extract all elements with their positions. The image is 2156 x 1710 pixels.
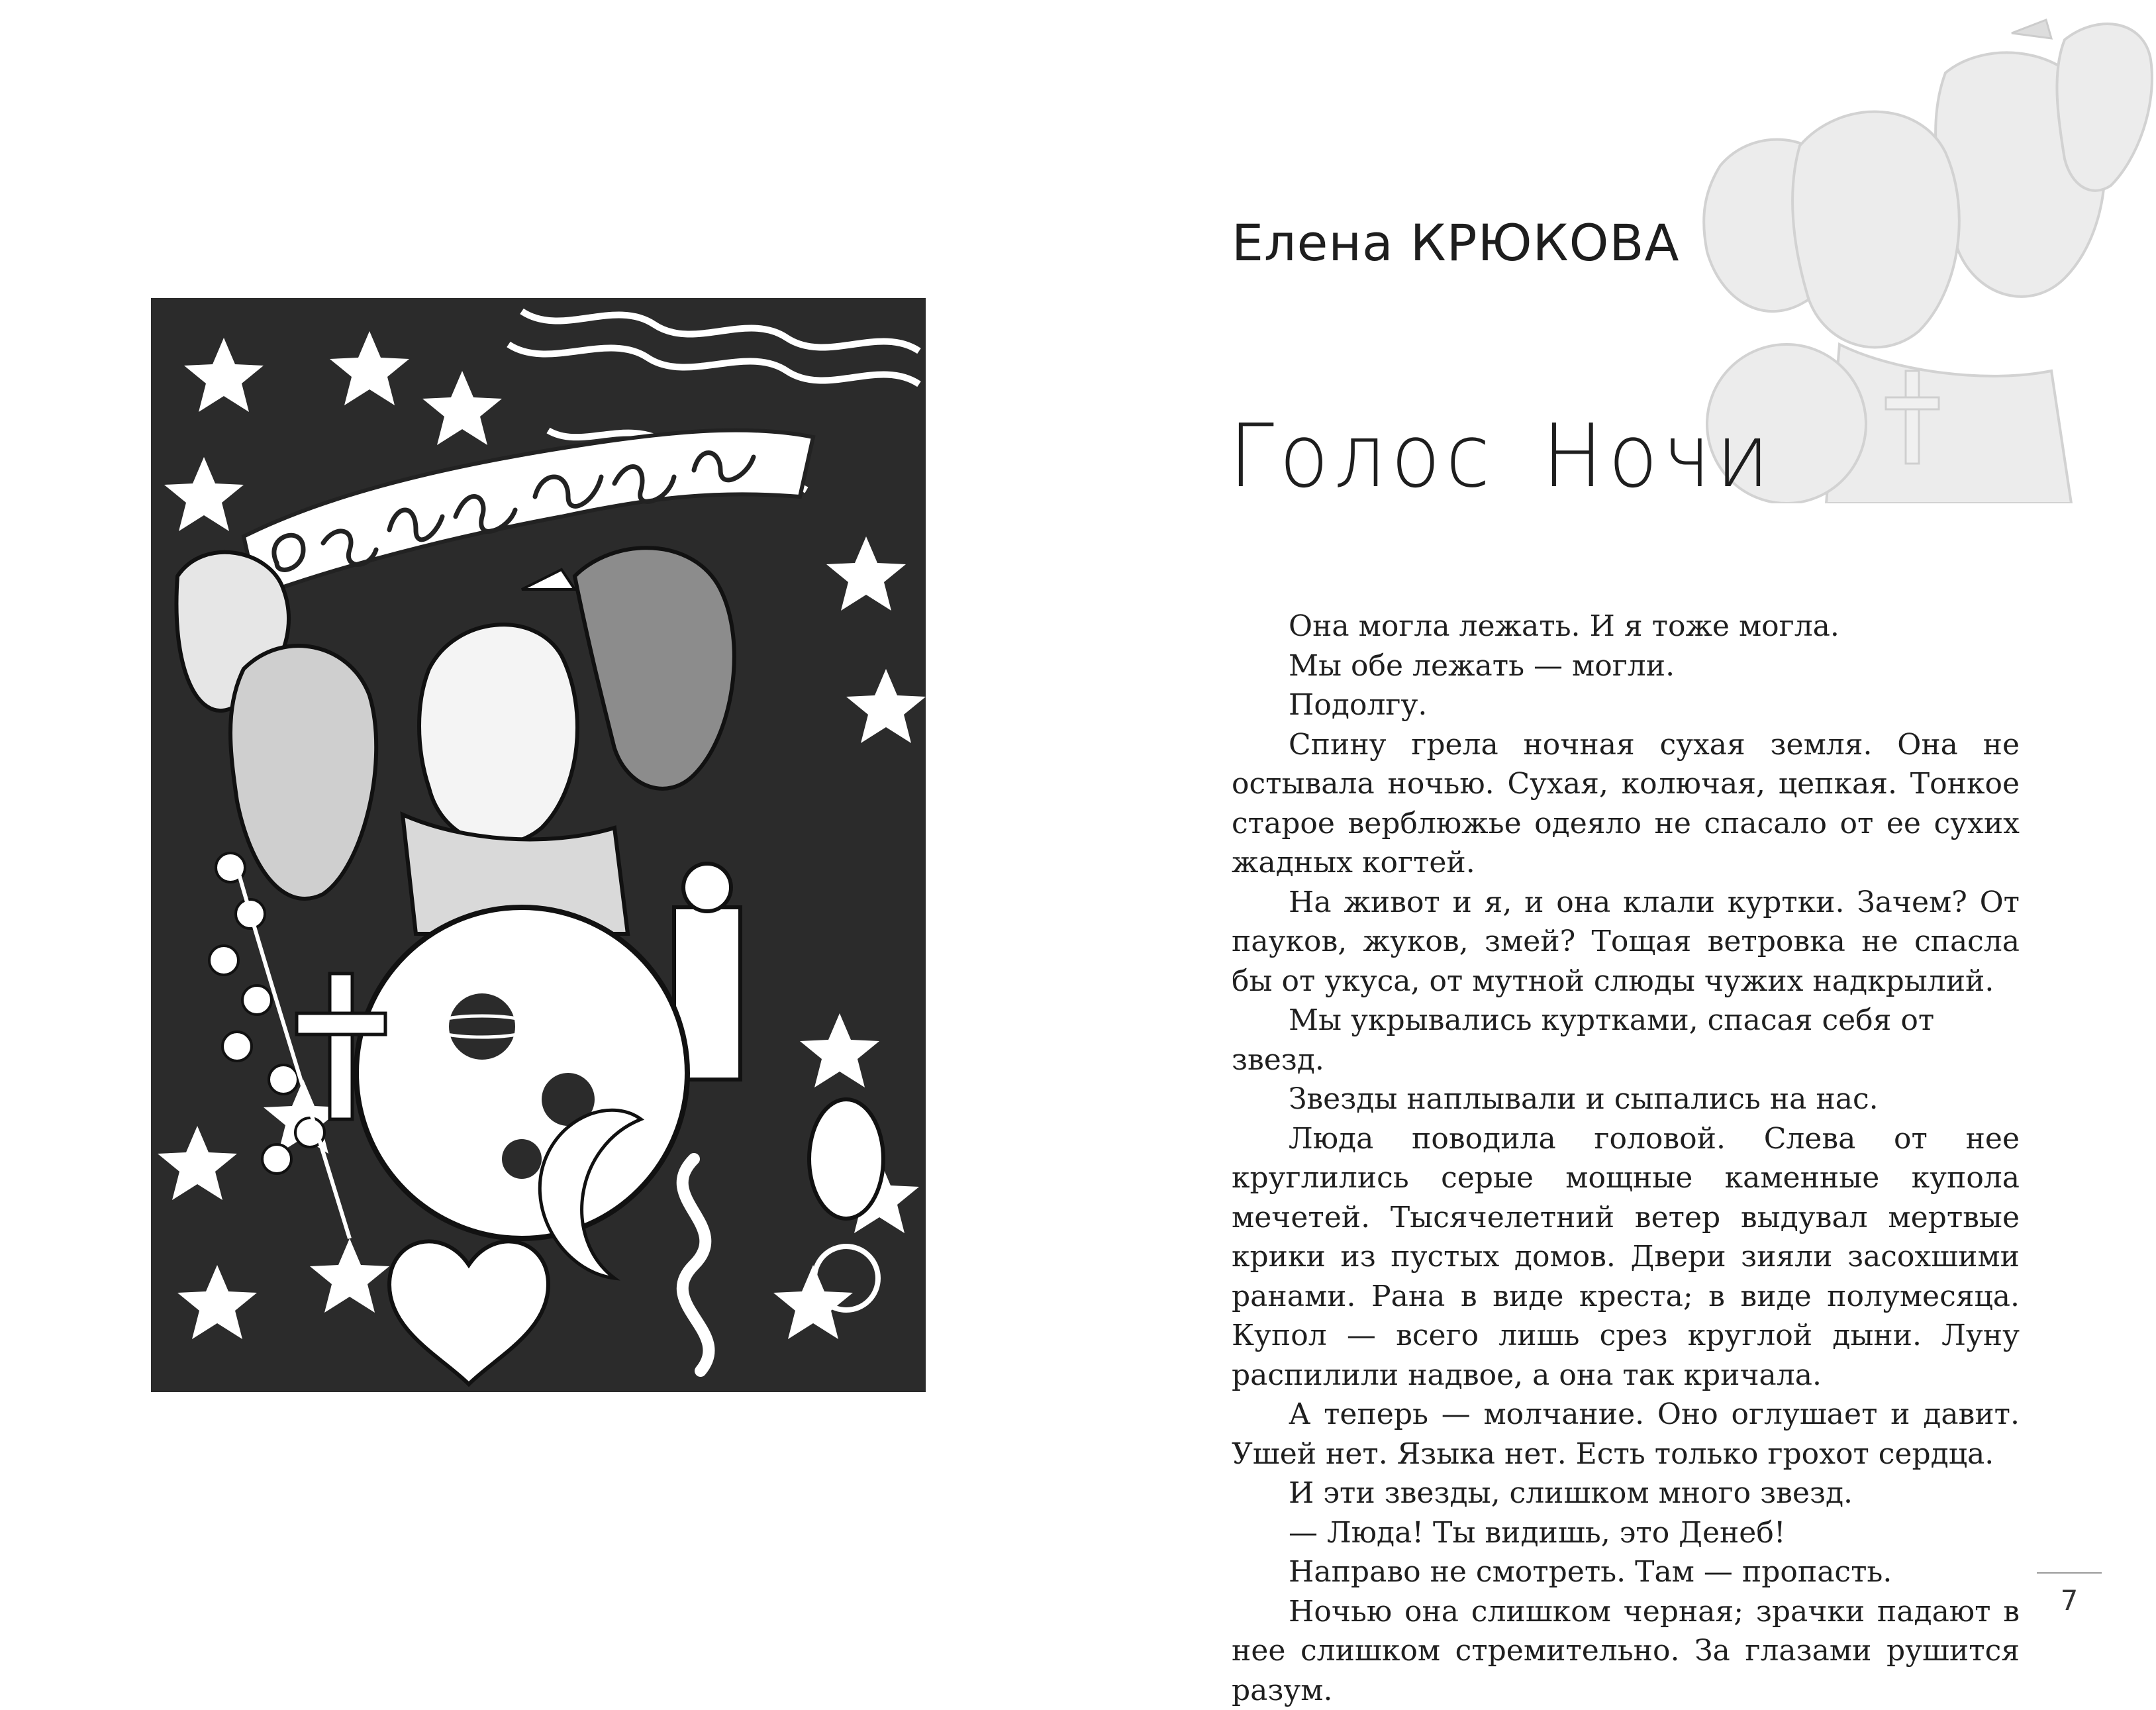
author-name: Елена КРЮКОВА [1232, 213, 1680, 272]
paragraph: — Люда! Ты видишь, это Денеб! [1232, 1513, 2020, 1553]
page-number: 7 [2037, 1584, 2102, 1617]
story-title: Голос Ночи [1229, 405, 1775, 507]
ink-illustration [151, 298, 926, 1392]
right-page [1078, 0, 2156, 1685]
paragraph: Люда поводила головой. Слева от нее круглились серые мощные каменные купола мечетей. Тысячелетний ветер выдувал мертвые крики из пустых домов. Двери зияли засохшими ранами. Рана в виде креста; в виде полумесяца. Купол — всего лишь срез круглой дыни. Луну распилили надвое, а она так кричала. [1232, 1119, 2020, 1395]
paragraph: А теперь — молчание. Оно оглушает и давит. Ушей нет. Языка нет. Есть только грохот сердца. [1232, 1395, 2020, 1474]
paragraph: Ночью она слишком черная; зрачки падают в нее слишком стремительно. За глазами рушится разум. [1232, 1592, 2020, 1710]
paragraph: И эти звезды, слишком много звезд. [1232, 1474, 2020, 1513]
paragraph: Мы обе лежать — могли. [1232, 646, 2020, 686]
paragraph: Подолгу. [1232, 685, 2020, 725]
paragraph: Она могла лежать. И я тоже могла. [1232, 607, 2020, 646]
paragraph: На живот и я, и она клали куртки. Зачем? От пауков, жуков, змей? Тощая ветровка не спасла бы от укуса, от мутной слюды чужих надкрылий. [1232, 883, 2020, 1001]
paragraph: Спину грела ночная сухая земля. Она не остывала ночью. Сухая, колючая, цепкая. Тонкое старое верблюжье одеяло не спасало от ее сухих жадных когтей. [1232, 725, 2020, 883]
illustration-drawing [151, 298, 926, 1392]
story-body [1232, 607, 2020, 1710]
paragraph: Направо не смотреть. Там — пропасть. [1232, 1552, 2020, 1592]
left-page [0, 0, 1078, 1685]
paragraph: Звезды наплывали и сыпались на нас. [1232, 1080, 2020, 1119]
folio-divider [2037, 1572, 2102, 1574]
paragraph: Мы укрывались куртками, спасая себя от звезд. [1232, 1001, 2020, 1080]
